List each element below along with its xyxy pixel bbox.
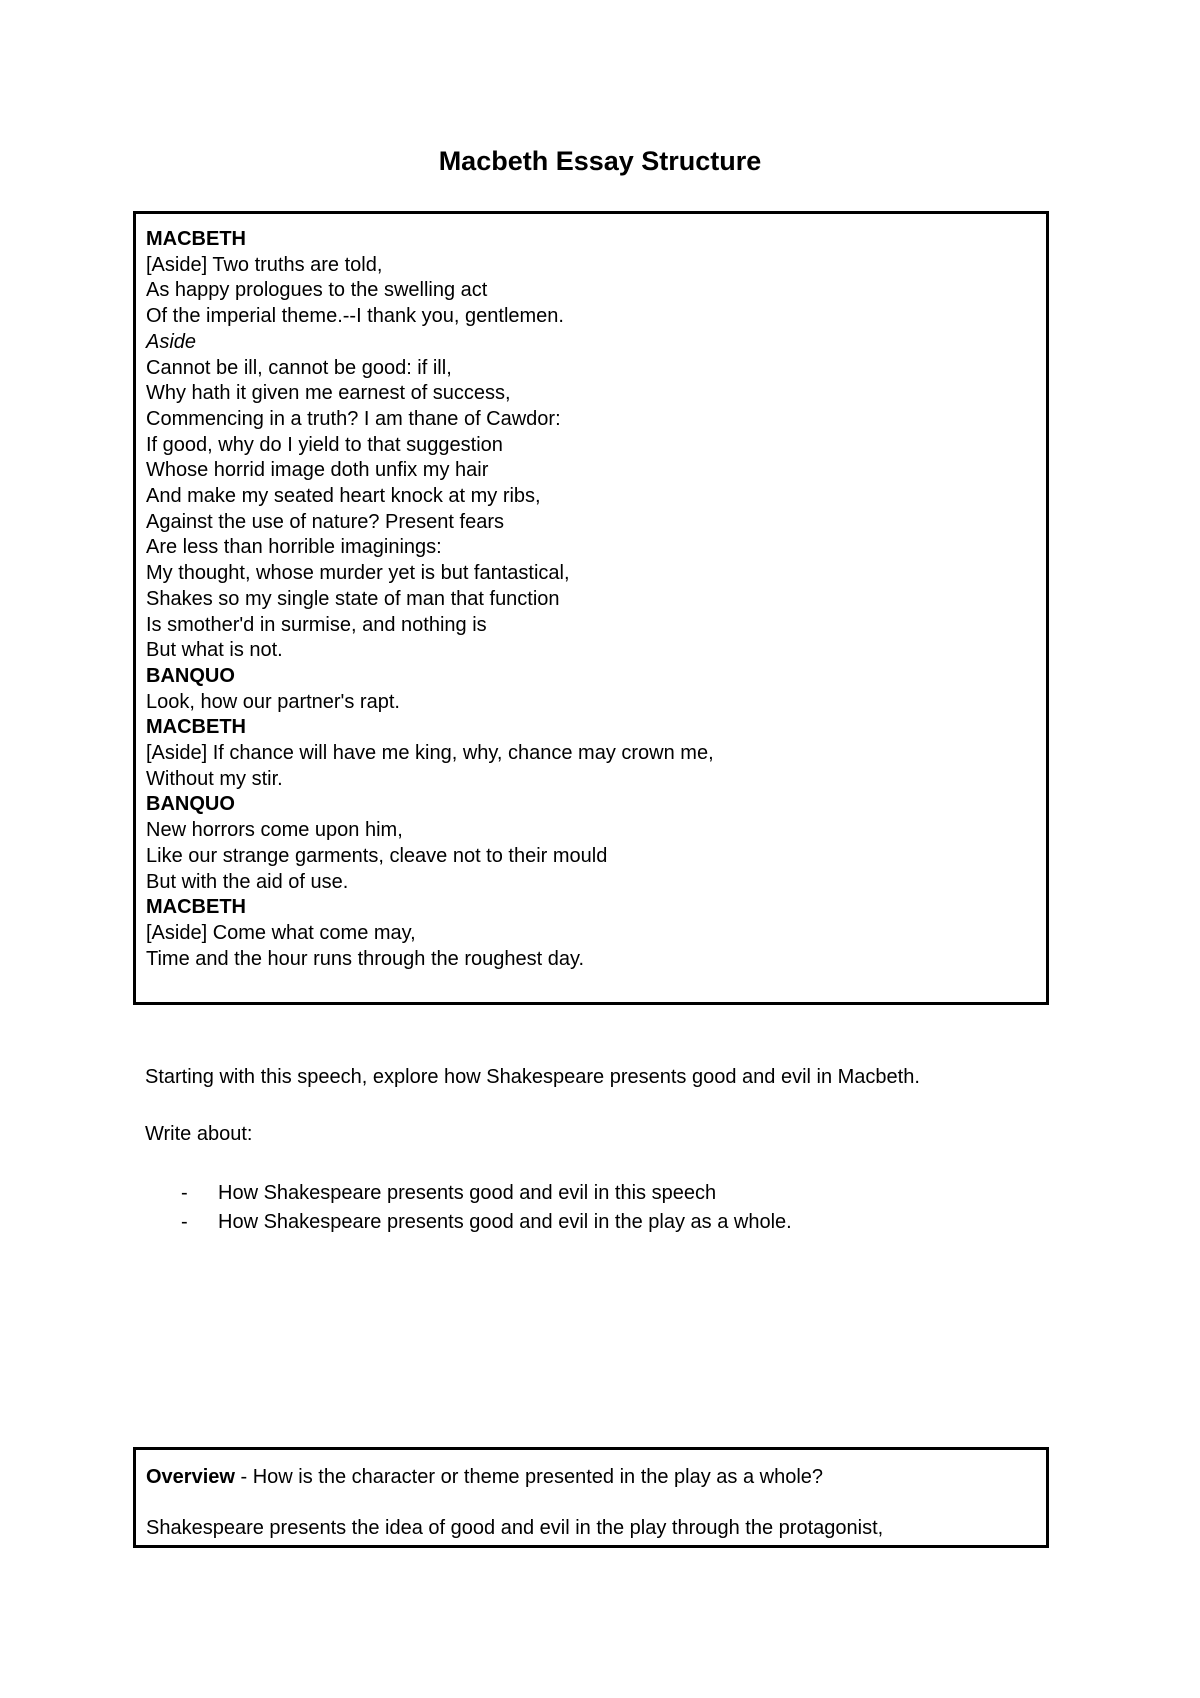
speaker-name: BANQUO [146, 664, 235, 687]
write-about-label: Write about: [145, 1123, 253, 1145]
extract-box [133, 211, 1049, 1005]
verse-line: Commencing in a truth? I am thane of Cawdor: [146, 407, 561, 430]
verse-line: Are less than horrible imaginings: [146, 536, 442, 559]
page-title: Macbeth Essay Structure [438, 146, 762, 176]
bullet-list [145, 1179, 792, 1237]
verse-line: Is smother'd in surmise, and nothing is [146, 613, 487, 636]
verse-line: Why hath it given me earnest of success, [146, 382, 511, 405]
bullet-dash: - [181, 1182, 188, 1204]
verse-line: And make my seated heart knock at my ribs, [146, 485, 541, 508]
verse-line: Like our strange garments, cleave not to their mould [146, 844, 608, 867]
stage-direction: Aside [146, 330, 197, 353]
bullet-item [145, 1208, 792, 1237]
verse-line: As happy prologues to the swelling act [146, 279, 488, 302]
bullet-item [145, 1179, 792, 1208]
bullet-text: How Shakespeare presents good and evil in this speech [218, 1182, 717, 1204]
verse-line: My thought, whose murder yet is but fantastical, [146, 562, 570, 585]
speaker-name: BANQUO [146, 793, 235, 816]
verse-line: [Aside] If chance will have me king, why, chance may crown me, [146, 742, 714, 765]
verse-line: Time and the hour runs through the roughest day. [146, 947, 585, 970]
verse-line: Cannot be ill, cannot be good: if ill, [146, 356, 452, 379]
bullet-text: How Shakespeare presents good and evil in the play as a whole. [218, 1211, 792, 1233]
overview-body: Shakespeare presents the idea of good and evil in the play through the protagonist, [146, 1517, 884, 1539]
verse-line: [Aside] Come what come may, [146, 921, 416, 944]
essay-question: Starting with this speech, explore how Shakespeare presents good and evil in Macbeth. [145, 1066, 920, 1088]
verse-line: New horrors come upon him, [146, 819, 403, 842]
verse-line: If good, why do I yield to that suggestion [146, 433, 503, 456]
verse-line: Whose horrid image doth unfix my hair [146, 459, 489, 482]
verse-line: Without my stir. [146, 767, 283, 790]
speaker-name: MACBETH [146, 228, 246, 250]
verse-line: But what is not. [146, 639, 283, 662]
speaker-name: MACBETH [146, 896, 246, 919]
overview-heading [146, 1464, 1046, 1490]
overview-label: Overview [146, 1466, 235, 1488]
verse-line: But with the aid of use. [146, 870, 349, 893]
verse-line: [Aside] Two truths are told, [146, 253, 383, 276]
verse-line: Shakes so my single state of man that function [146, 587, 560, 610]
verse-line: Of the imperial theme.--I thank you, gentlemen. [146, 305, 564, 328]
overview-prompt: - How is the character or theme presented in the play as a whole? [234, 1466, 824, 1488]
verse-line: Against the use of nature? Present fears [146, 510, 504, 533]
verse-line: Look, how our partner's rapt. [146, 690, 400, 713]
bullet-dash: - [181, 1211, 188, 1233]
overview-box [133, 1447, 1049, 1548]
extract-lines [146, 227, 1046, 972]
speaker-name: MACBETH [146, 716, 246, 739]
